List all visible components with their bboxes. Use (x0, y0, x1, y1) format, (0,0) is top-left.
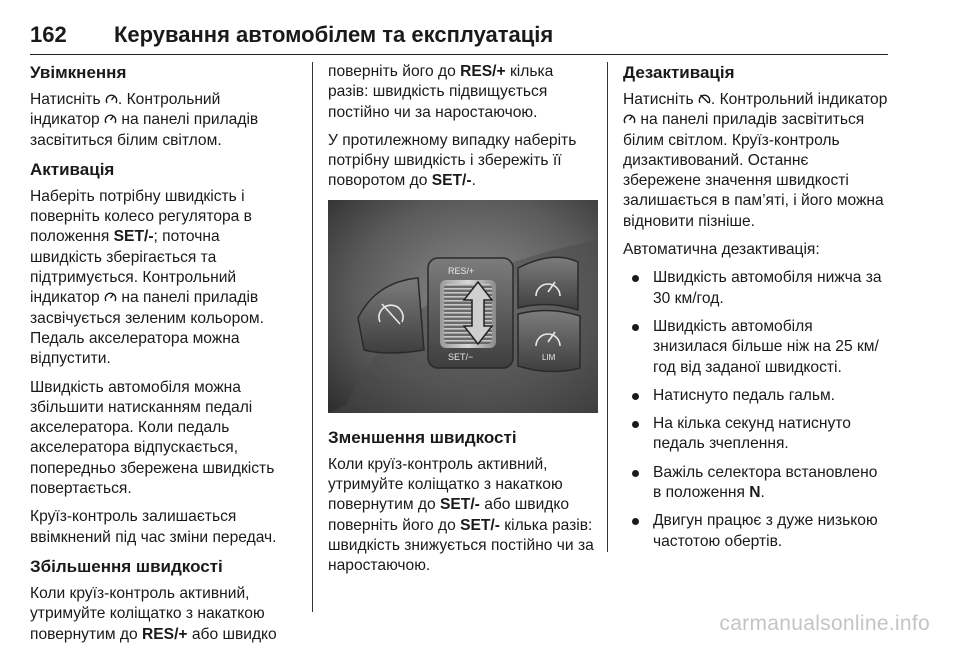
text-bold: N (749, 484, 761, 502)
text-fragment: Важіль селектора встановлено в положення (653, 463, 878, 502)
paragraph-activation-1 (30, 187, 292, 370)
paragraph-deactivation-1 (623, 90, 888, 232)
list-item: Двигун працює з дуже низькою частотою обертів. (623, 511, 888, 552)
text-fragment: на панелі приладів засвітиться білим світлом. (30, 111, 259, 149)
text-fragment: кілька разів: швидкість знижується постійно чи за наростаючою. (328, 516, 594, 575)
text-fragment: на панелі приладів засвічується зеленим кольором. Педаль акселератора можна відпустити. (30, 289, 264, 368)
list-item: Швидкість автомобіля нижча за 30 км/год. (623, 268, 888, 309)
heading-deactivation: Дезактивація (623, 63, 735, 82)
text-fragment: У протилежному випадку наберіть потрібну швидкість і збережіть її поворотом до (328, 131, 577, 190)
page-number: 162 (30, 22, 67, 47)
text-bold: RES/+ (460, 63, 506, 80)
cruise-control-indicator-icon (623, 113, 636, 125)
lim-label: LIM (542, 352, 556, 362)
text-fragment: Натисніть (623, 91, 698, 108)
text-fragment: або швидко (187, 625, 277, 643)
res-label: RES/+ (448, 265, 475, 276)
text-fragment: Коли круїз-контроль активний, утримуйте коліщатко з накаткою повернутим до (30, 584, 265, 643)
paragraph-increase-1 (30, 584, 292, 645)
cruise-control-icon (105, 93, 118, 105)
column-middle (328, 62, 596, 585)
column-divider (607, 62, 608, 552)
text-fragment: поверніть його до (328, 63, 461, 80)
list-item (623, 463, 888, 504)
page-header (30, 22, 888, 55)
steering-wheel-controls-figure (328, 200, 598, 413)
text-fragment: ; поточна швидкість зберігається та підтримується. Контрольний індикатор (30, 228, 237, 307)
text-bold: RES/+ (142, 625, 188, 643)
column-left (30, 62, 292, 653)
paragraph-decrease-1 (328, 455, 596, 577)
text-fragment: на панелі приладів засвітиться білим світлом. Круїз-контроль дизактивований. Останнє збережене значення швидкості залишається в пам’яті, і його можна відновити пізніше. (623, 111, 884, 230)
list-item: Натиснуто педаль гальм. (623, 386, 888, 406)
heading-increase-speed: Збільшення швидкості (30, 556, 223, 576)
page-title: Керування автомобілем та експлуатація (114, 22, 554, 47)
list-item: Швидкість автомобіля знизилася більше ніж на 25 км/год від заданої швидкості. (623, 317, 888, 378)
paragraph-switch-on (30, 90, 292, 151)
heading-activation: Активація (30, 159, 115, 179)
text-fragment: . Контрольний індикатор (30, 91, 221, 129)
paragraph-increase-continued (328, 62, 596, 123)
column-divider (312, 62, 313, 612)
text-fragment: Наберіть потрібну швидкість і поверніть колесо регулятора в положення (30, 187, 252, 246)
text-bold: SET/- (440, 496, 480, 514)
text-bold: SET/- (431, 172, 472, 190)
paragraph-activation-2: Швидкість автомобіля можна збільшити натисканням педалі акселератора. Коли педаль акселератора відпускається, попередньо збережена швидкість повертається. (30, 378, 275, 498)
text-fragment: кілька разів: швидкість підвищується постійно чи за наростаючою. (328, 63, 554, 121)
paragraph-increase-2 (328, 131, 596, 192)
list-item: На кілька секунд натиснуто педаль зчеплення. (623, 414, 888, 455)
text-bold: SET/- (113, 228, 154, 246)
text-fragment: . (471, 172, 476, 190)
column-right (623, 62, 888, 560)
text-fragment: . (760, 484, 765, 502)
text-fragment: . Контрольний індикатор (710, 91, 888, 108)
cruise-cancel-icon (698, 93, 711, 105)
paragraph-activation-3: Круїз-контроль залишається ввімкнений під час зміни передач. (30, 508, 277, 546)
set-label: SET/− (448, 351, 474, 362)
text-bold: SET/- (460, 516, 500, 534)
heading-switch-on: Увімкнення (30, 63, 127, 82)
text-fragment: або швидко поверніть його до (328, 496, 570, 534)
auto-deactivation-list (623, 268, 888, 552)
cruise-control-indicator-icon (104, 113, 117, 125)
paragraph-auto-deactivation: Автоматична дезактивація: (623, 241, 820, 259)
cruise-control-indicator-icon (104, 291, 117, 303)
heading-decrease-speed: Зменшення швидкості (328, 427, 517, 447)
text-fragment: Коли круїз-контроль активний, утримуйте коліщатко з накаткою повернутим до (328, 455, 563, 514)
watermark: carmanualsonline.info (719, 612, 930, 635)
text-fragment: Натисніть (30, 91, 105, 108)
